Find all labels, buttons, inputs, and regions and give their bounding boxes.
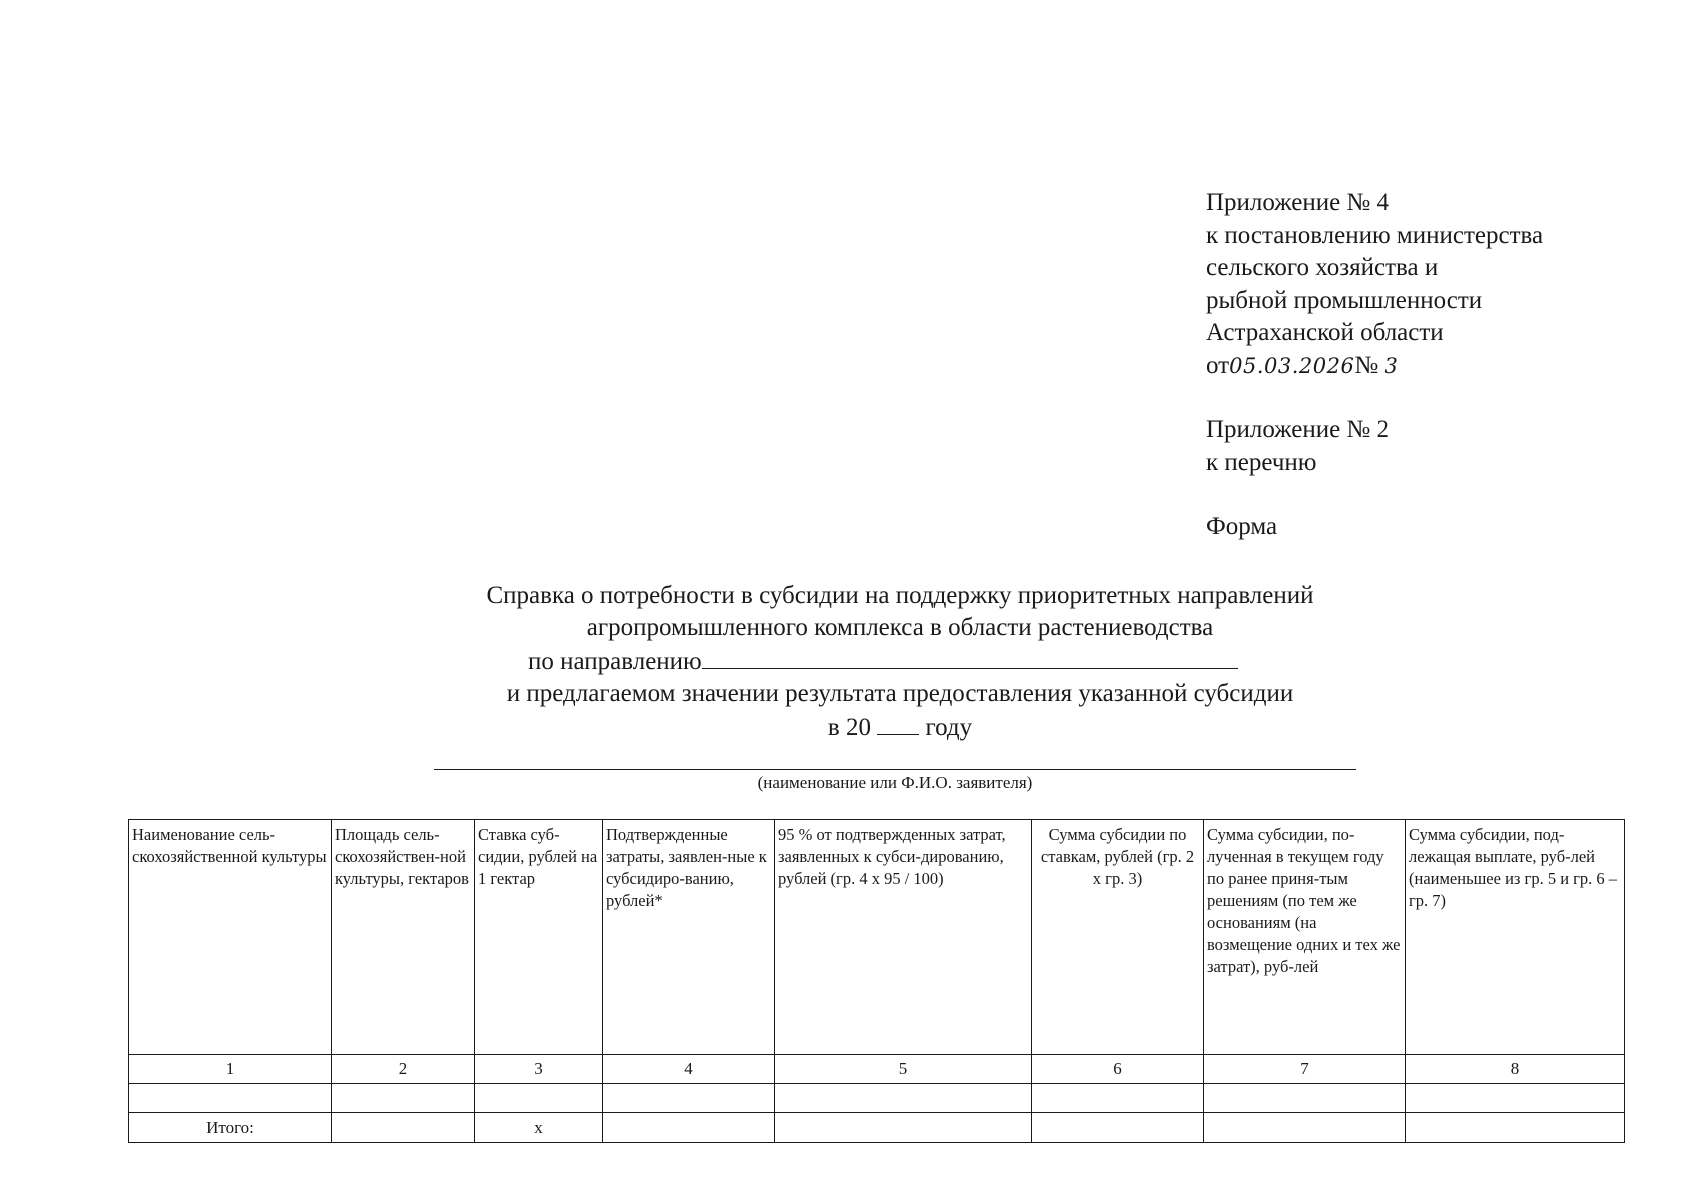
year-blank [877, 710, 919, 735]
table-cell[interactable] [332, 1084, 475, 1113]
spacer [1206, 479, 1666, 511]
direction-blank [702, 644, 1238, 669]
header-cell: 95 % от подтвержденных затрат, заявленных к субси-дированию, рублей (гр. 4 х 95 / 100) [775, 820, 1032, 1055]
table-cell[interactable] [332, 1113, 475, 1143]
appendix-date-line [1206, 350, 1666, 383]
table-cell[interactable] [475, 1084, 603, 1113]
direction-label: по направлению [528, 648, 702, 675]
table-cell[interactable] [1032, 1084, 1204, 1113]
column-number: 3 [475, 1055, 603, 1084]
header-cell: Наименование сель-скохозяйственной культуры [129, 820, 332, 1055]
appendix-line: Приложение № 4 [1206, 189, 1390, 216]
total-rate-mark: х [475, 1113, 603, 1143]
column-number: 8 [1406, 1055, 1625, 1084]
title-direction-line [400, 644, 1400, 678]
column-number: 1 [129, 1055, 332, 1084]
column-number-row [129, 1055, 1625, 1084]
header-cell: Сумма субсидии, под-лежащая выплате, руб-лей (наименьшее из гр. 5 и гр. 6 – гр. 7) [1406, 820, 1625, 1055]
column-number: 6 [1032, 1055, 1204, 1084]
table-cell[interactable] [775, 1084, 1032, 1113]
spacer [1206, 382, 1666, 414]
header-cell: Сумма субсидии, по-лученная в текущем году по ранее приня-тым решениям (по тем же основаниям (на возмещение одних и тех же затрат), руб-лей [1204, 820, 1406, 1055]
applicant-blank-line [434, 769, 1356, 770]
appendix2-line: к перечню [1206, 448, 1317, 476]
handwritten-date: 05.03.2026 [1229, 353, 1355, 378]
date-prefix: от [1206, 351, 1230, 379]
header-cell: Сумма субсидии по ставкам, рублей (гр. 2 х гр. 3) [1032, 820, 1204, 1055]
table-header-row [129, 820, 1625, 1055]
table-cell[interactable] [1406, 1113, 1625, 1143]
title-line: и предлагаемом значении результата предоставления указанной субсидии [506, 680, 1294, 707]
column-number: 7 [1204, 1055, 1406, 1084]
year-prefix: в 20 [827, 714, 871, 741]
title-year-line [400, 710, 1400, 744]
title-line: агропромышленного комплекса в области растениеводства [586, 614, 1214, 641]
appendix-line: к постановлению министерства [1206, 221, 1544, 249]
header-cell: Ставка суб-сидии, рублей на 1 гектар [475, 820, 603, 1055]
table-cell[interactable] [129, 1084, 332, 1113]
appendix-line: Астраханской области [1206, 319, 1444, 346]
header-cell: Площадь сель-скохозяйствен-ной культуры, гектаров [332, 820, 475, 1055]
appendix2-line: Приложение № 2 [1206, 416, 1390, 443]
table-cell[interactable] [1204, 1084, 1406, 1113]
total-label: Итого: [129, 1113, 332, 1143]
applicant-caption: (наименование или Ф.И.О. заявителя) [757, 773, 1033, 792]
appendix-line: рыбной промышленности [1206, 286, 1483, 314]
appendix-line: сельского хозяйства и [1206, 254, 1439, 281]
header-cell: Подтвержденные затраты, заявлен-ные к субсидиро-ванию, рублей* [603, 820, 775, 1055]
form-label: Форма [1206, 513, 1278, 540]
total-row [129, 1113, 1625, 1143]
number-prefix: № [1354, 351, 1379, 379]
table-cell[interactable] [603, 1113, 775, 1143]
year-suffix: году [925, 714, 973, 741]
column-number: 5 [775, 1055, 1032, 1084]
title-line: Справка о потребности в субсидии на поддержку приоритетных направлений [486, 582, 1314, 609]
appendix-block [1206, 187, 1666, 544]
table-cell[interactable] [1204, 1113, 1406, 1143]
document-title [400, 580, 1400, 744]
table-cell[interactable] [775, 1113, 1032, 1143]
handwritten-number: 3 [1384, 353, 1399, 378]
table-cell[interactable] [1406, 1084, 1625, 1113]
table-cell[interactable] [1032, 1113, 1204, 1143]
table-row [129, 1084, 1625, 1113]
column-number: 4 [603, 1055, 775, 1084]
subsidy-table [128, 819, 1625, 1143]
column-number: 2 [332, 1055, 475, 1084]
table-cell[interactable] [603, 1084, 775, 1113]
